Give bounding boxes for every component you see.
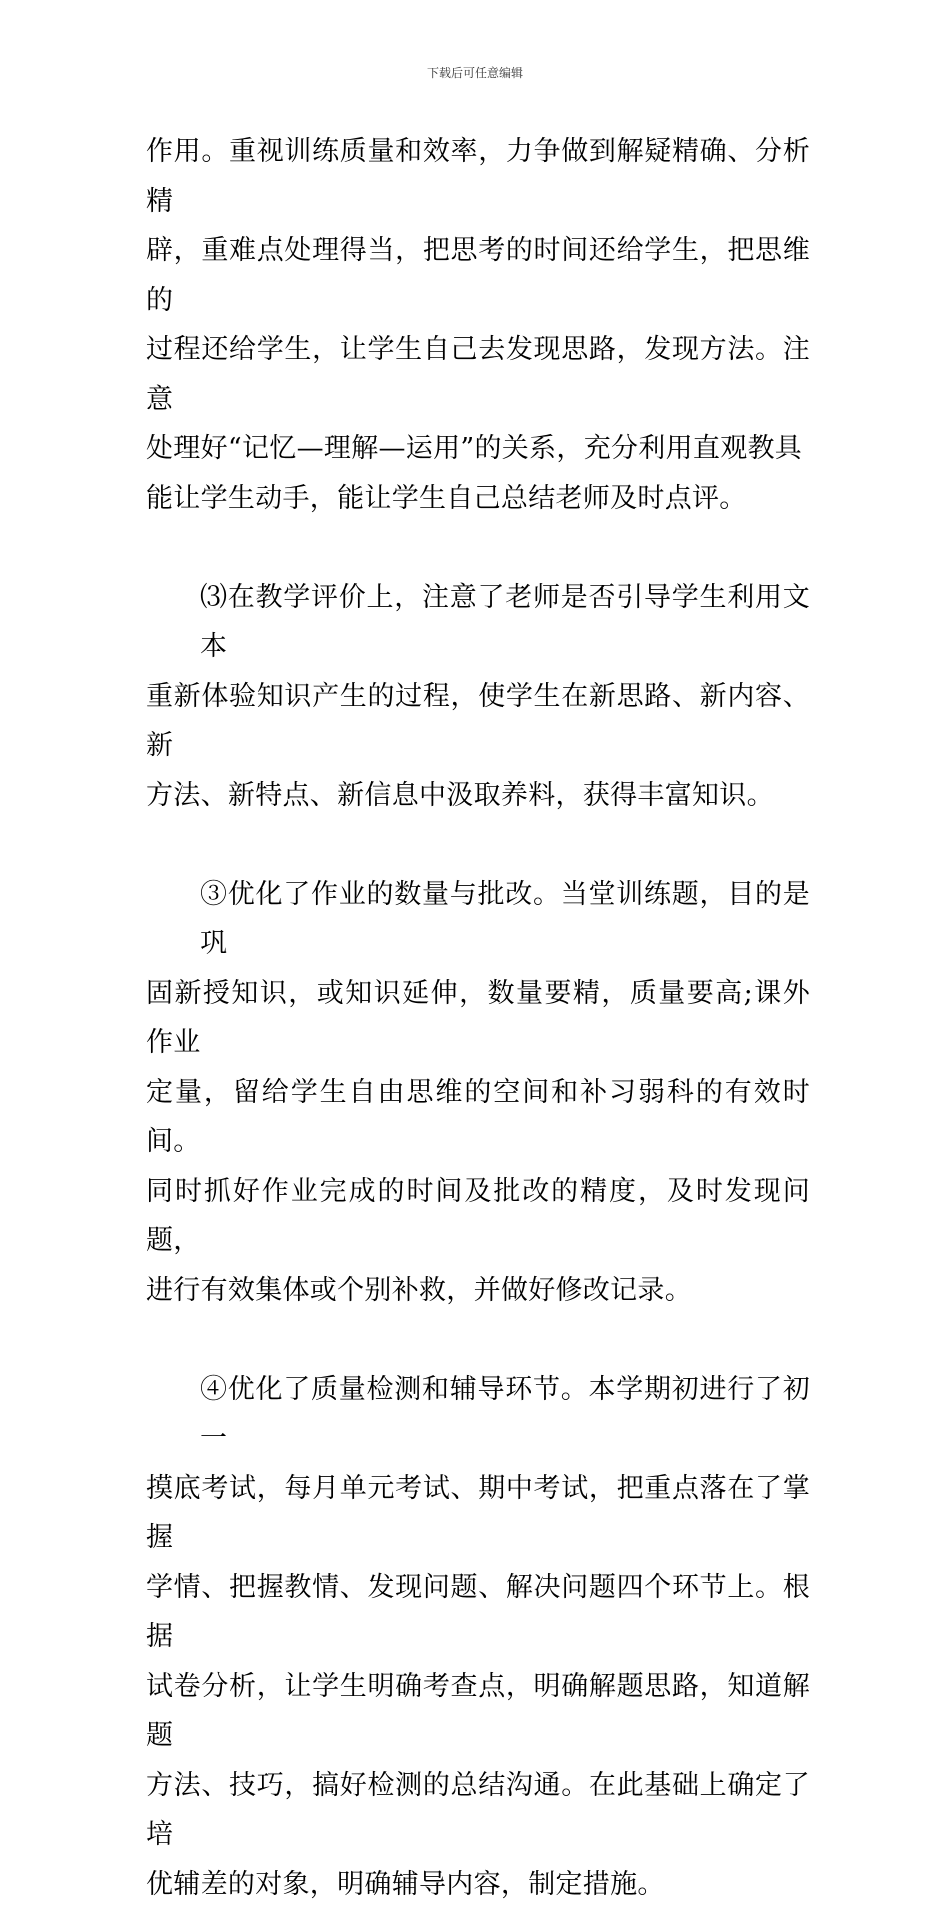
document-body — [146, 127, 810, 1909]
text-line: 重新体验知识产生的过程，使学生在新思路、新内容、新 — [146, 672, 810, 771]
text-line: ④优化了质量检测和辅导环节。本学期初进行了初一 — [146, 1365, 810, 1464]
paragraph-spacer — [146, 523, 810, 573]
text-line: ③优化了作业的数量与批改。当堂训练题，目的是巩 — [146, 870, 810, 969]
text-line: 试卷分析，让学生明确考查点，明确解题思路，知道解题 — [146, 1662, 810, 1761]
page-header-note: 下载后可任意编辑 — [0, 64, 950, 82]
paragraph-spacer — [146, 820, 810, 870]
text-line: 摸底考试，每月单元考试、期中考试，把重点落在了掌握 — [146, 1464, 810, 1563]
paragraph-4 — [146, 1365, 810, 1909]
paragraph-2 — [146, 573, 810, 821]
paragraph-1 — [146, 127, 810, 523]
text-line: 过程还给学生，让学生自己去发现思路，发现方法。注意 — [146, 325, 810, 424]
text-line: 固新授知识，或知识延伸，数量要精，质量要高;课外作业 — [146, 969, 810, 1068]
text-line: 优辅差的对象，明确辅导内容，制定措施。 — [146, 1860, 810, 1909]
text-line: 辟，重难点处理得当，把思考的时间还给学生，把思维的 — [146, 226, 810, 325]
paragraph-spacer — [146, 1315, 810, 1365]
text-line: 方法、技巧，搞好检测的总结沟通。在此基础上确定了培 — [146, 1761, 810, 1860]
text-line: 学情、把握教情、发现问题、解决问题四个环节上。根据 — [146, 1563, 810, 1662]
paragraph-3 — [146, 870, 810, 1316]
text-line: 作用。重视训练质量和效率，力争做到解疑精确、分析精 — [146, 127, 810, 226]
text-line: 方法、新特点、新信息中汲取养料，获得丰富知识。 — [146, 771, 810, 821]
text-line: 同时抓好作业完成的时间及批改的精度，及时发现问题， — [146, 1167, 810, 1266]
text-line: 能让学生动手，能让学生自己总结老师及时点评。 — [146, 474, 810, 524]
text-line: ⑶在教学评价上，注意了老师是否引导学生利用文本 — [146, 573, 810, 672]
text-line: 处理好“记忆—理解—运用”的关系，充分利用直观教具 — [146, 424, 810, 474]
text-line: 定量，留给学生自由思维的空间和补习弱科的有效时间。 — [146, 1068, 810, 1167]
text-line: 进行有效集体或个别补救，并做好修改记录。 — [146, 1266, 810, 1316]
